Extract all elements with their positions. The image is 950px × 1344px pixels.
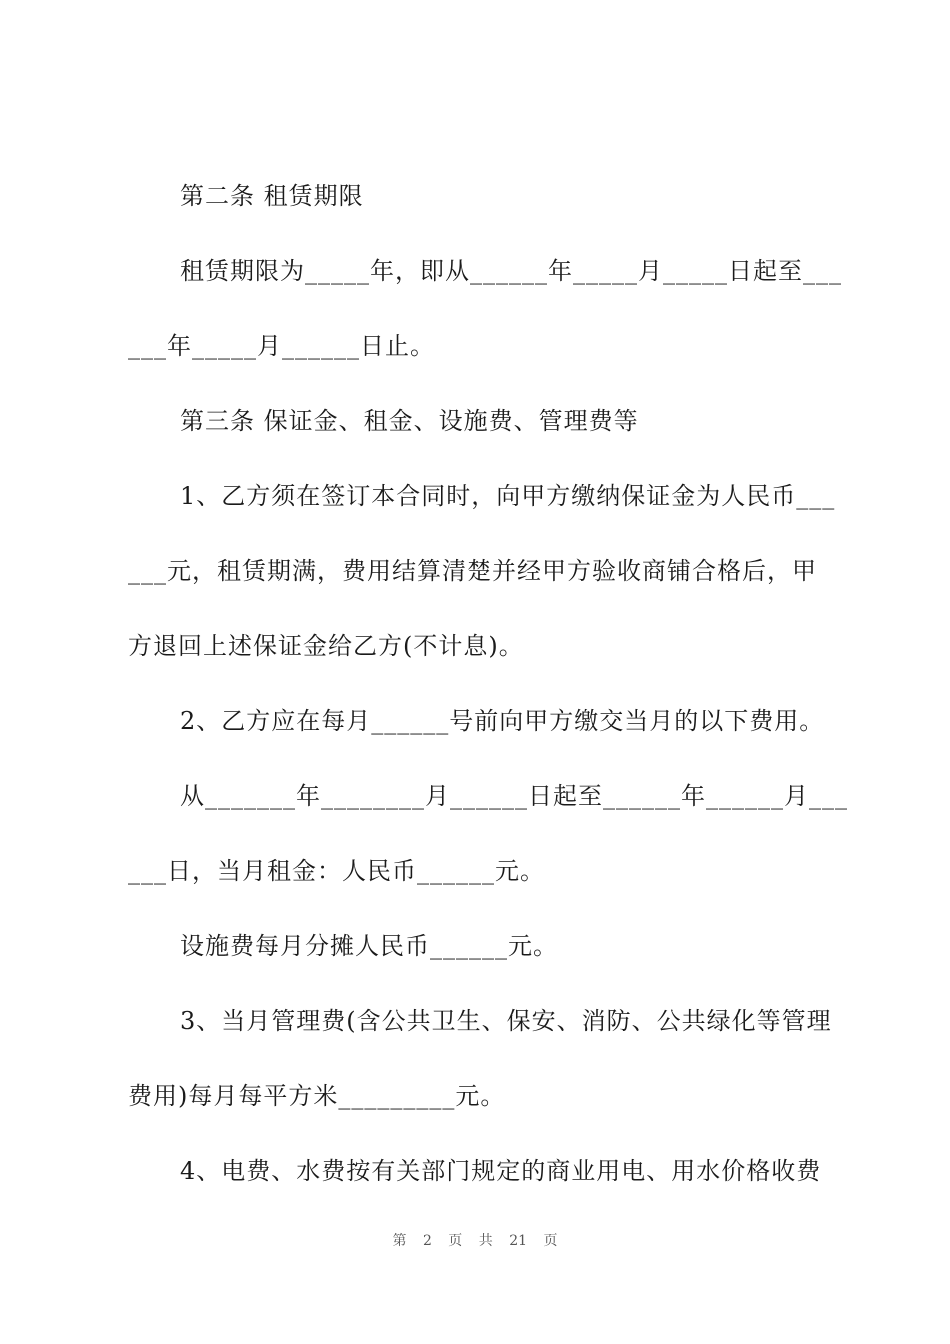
paragraph-line: 费用)每月每平方米_________元。	[128, 1082, 506, 1110]
paragraph-line: 4、电费、水费按有关部门规定的商业用电、用水价格收费	[180, 1157, 822, 1185]
paragraph-line: 方退回上述保证金给乙方(不计息)。	[128, 632, 524, 660]
section-heading-deposit-rent: 第三条 保证金、租金、设施费、管理费等	[180, 407, 639, 435]
paragraph-line: 设施费每月分摊人民币______元。	[180, 932, 558, 960]
paragraph-line: 3、当月管理费(含公共卫生、保安、消防、公共绿化等管理	[180, 1007, 832, 1035]
paragraph-line: ___元，租赁期满，费用结算清楚并经甲方验收商铺合格后，甲	[128, 557, 817, 585]
paragraph-line: ___年_____月______日止。	[128, 332, 435, 360]
paragraph-line: 2、乙方应在每月______号前向甲方缴交当月的以下费用。	[180, 707, 825, 735]
paragraph-line: 1、乙方须在签订本合同时，向甲方缴纳保证金为人民币___	[180, 482, 836, 510]
section-heading-lease-term: 第二条 租赁期限	[180, 182, 364, 210]
paragraph-line: 租赁期限为_____年，即从______年_____月_____日起至___	[180, 257, 842, 285]
page-number-footer: 第 2 页 共 21 页	[392, 1233, 558, 1249]
paragraph-line: 从_______年________月______日起至______年______月___	[180, 782, 848, 810]
paragraph-line: ___日，当月租金：人民币______元。	[128, 857, 545, 885]
